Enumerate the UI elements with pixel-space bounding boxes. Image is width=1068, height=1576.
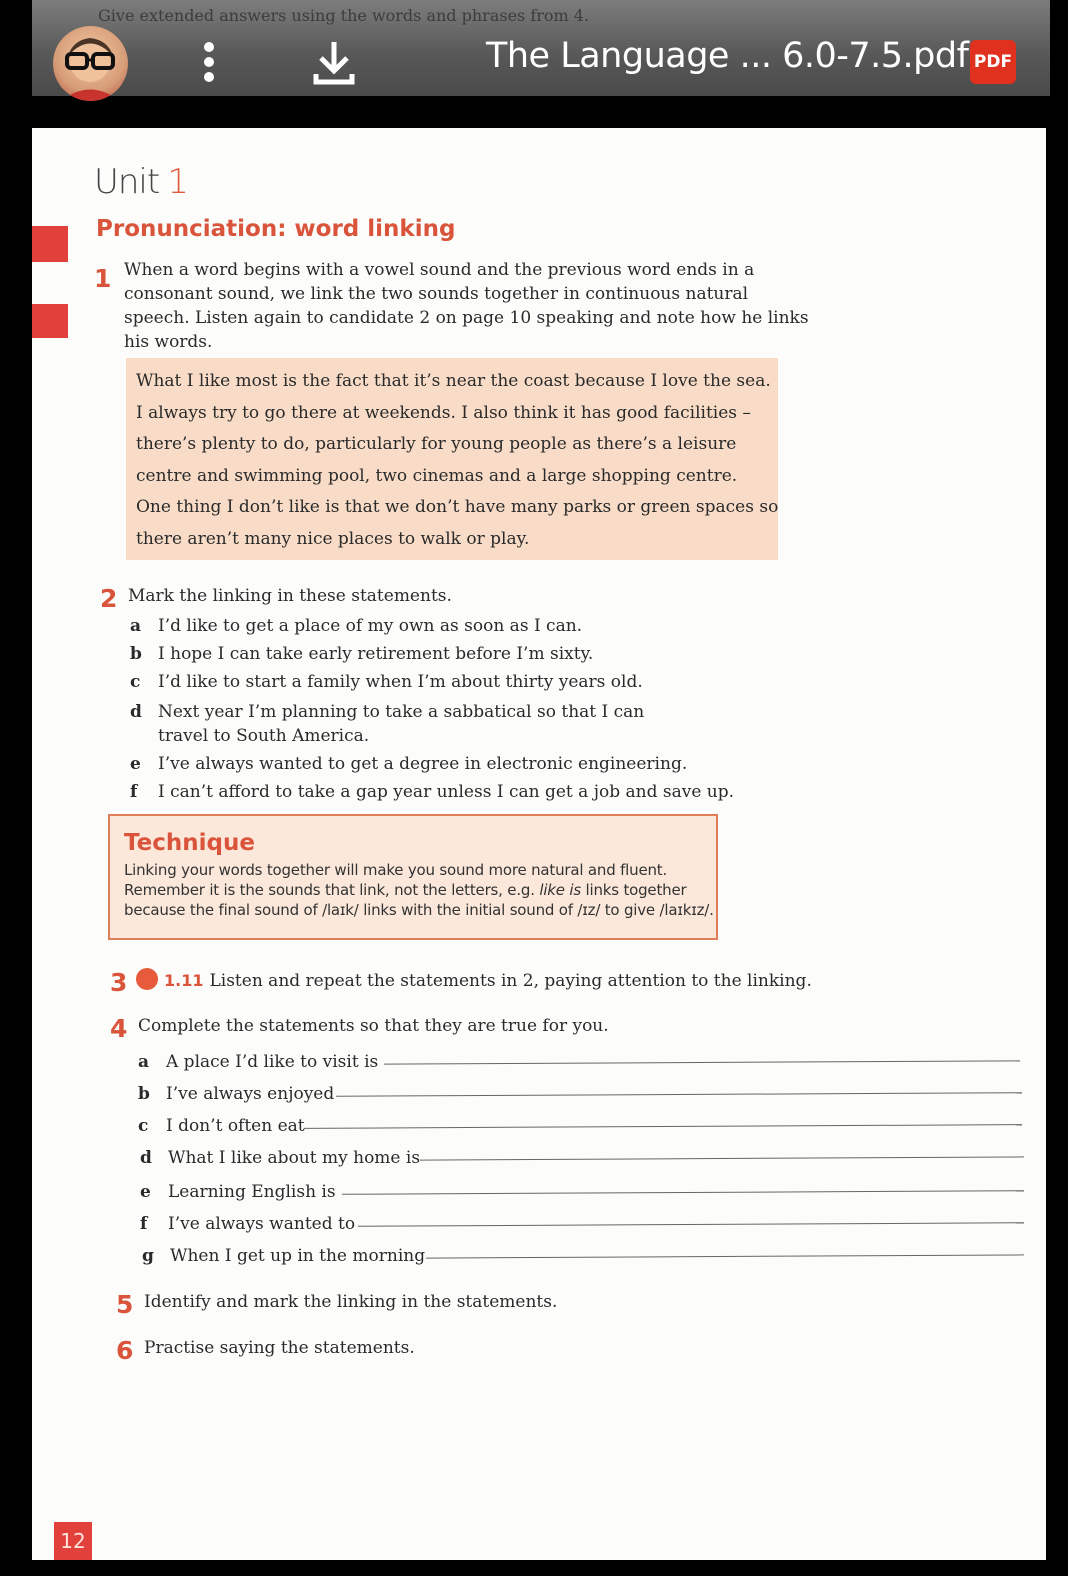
margin-marker (32, 226, 68, 262)
avatar-icon (53, 26, 128, 101)
fill-in-item: f I’ve always wanted to (140, 1214, 356, 1234)
sample-line: What I like most is the fact that it’s near the coast because I love the sea. (136, 371, 771, 391)
list-item: f I can’t afford to take a gap year unless I can get a job and save up. (130, 782, 735, 802)
sample-line: centre and swimming pool, two cinemas and a large shopping centre. (136, 465, 738, 486)
technique-line: Remember it is the sounds that link, not the letters, e.g. like is links together (124, 881, 687, 899)
answer-line[interactable] (304, 1124, 1022, 1129)
exercise-1-text: When a word begins with a vowel sound and the previous word ends in a consonant sound, we link the two sounds together in continuous natural speech. Listen again to candidate 2 on page 10 speaking and note how he links his words. (124, 260, 809, 352)
document-title: The Language ... 6.0-7.5.pdf (486, 36, 969, 76)
exercise-number: 2 (100, 584, 118, 613)
list-item: d Next year I’m planning to take a sabbatical so that I can (130, 702, 645, 722)
document-page (32, 128, 1046, 1560)
fill-in-item: e Learning English is (140, 1182, 336, 1202)
exercise-4-instruction: Complete the statements so that they are true for you. (138, 1016, 609, 1036)
fill-in-item: c I don’t often eat (138, 1116, 305, 1136)
list-item: c I’d like to start a family when I’m about thirty years old. (130, 672, 643, 692)
exercise-number: 1 (94, 264, 112, 293)
download-icon[interactable] (312, 40, 356, 86)
list-item: a I’d like to get a place of my own as soon as I can. (130, 616, 583, 636)
answer-line[interactable] (384, 1060, 1020, 1064)
technique-line: Linking your words together will make you sound more natural and fluent. (124, 861, 668, 879)
exercise-number: 6 (116, 1336, 134, 1365)
sample-line: One thing I don’t like is that we don’t have many parks or green spaces so (136, 497, 779, 517)
partial-page-text: Give extended answers using the words and phrases from 4. (98, 6, 590, 25)
page-number: 12 (54, 1522, 92, 1560)
answer-line[interactable] (336, 1092, 1022, 1097)
pdf-icon: PDF (970, 40, 1016, 84)
list-item: e I’ve always wanted to get a degree in electronic engineering. (130, 754, 688, 774)
technique-line: because the final sound of /laɪk/ links with the initial sound of /ɪz/ to give /laɪkɪz/. (124, 901, 714, 919)
audio-track-number: 1.11 (164, 971, 204, 990)
fill-in-item: g When I get up in the morning (142, 1246, 426, 1266)
exercise-number: 4 (110, 1014, 128, 1043)
fill-in-item: b I’ve always enjoyed (138, 1084, 335, 1104)
exercise-6-text: Practise saying the statements. (144, 1338, 415, 1358)
margin-marker (32, 304, 68, 338)
answer-line[interactable] (358, 1222, 1024, 1226)
exercise-2-instruction: Mark the linking in these statements. (128, 586, 452, 606)
exercise-3-text: 1.11 Listen and repeat the statements in 2, paying attention to the linking. (136, 968, 812, 993)
answer-line[interactable] (420, 1156, 1024, 1160)
answer-line[interactable] (426, 1254, 1024, 1258)
list-item: b I hope I can take early retirement before I’m sixty. (130, 644, 594, 664)
fill-in-item: a A place I’d like to visit is (138, 1052, 379, 1072)
list-item-continuation: travel to South America. (158, 726, 370, 746)
section-title: Pronunciation: word linking (96, 216, 456, 242)
exercise-number: 3 (110, 968, 128, 997)
fill-in-item: d What I like about my home is (140, 1148, 421, 1168)
audio-speaker-icon[interactable] (136, 968, 158, 990)
technique-title: Technique (124, 830, 255, 856)
technique-box (108, 814, 718, 940)
sample-line: there aren’t many nice places to walk or play. (136, 528, 530, 549)
avatar[interactable] (53, 26, 128, 101)
exercise-5-text: Identify and mark the linking in the statements. (144, 1292, 558, 1312)
unit-heading: Unit 1 (94, 162, 188, 202)
more-vert-icon[interactable] (198, 42, 220, 88)
sample-answer-box (126, 358, 778, 560)
sample-line: I always try to go there at weekends. I also think it has good facilities – (136, 402, 751, 423)
sample-line: there’s plenty to do, particularly for young people as there’s a leisure (136, 434, 737, 454)
exercise-number: 5 (116, 1290, 134, 1319)
answer-line[interactable] (342, 1190, 1024, 1195)
